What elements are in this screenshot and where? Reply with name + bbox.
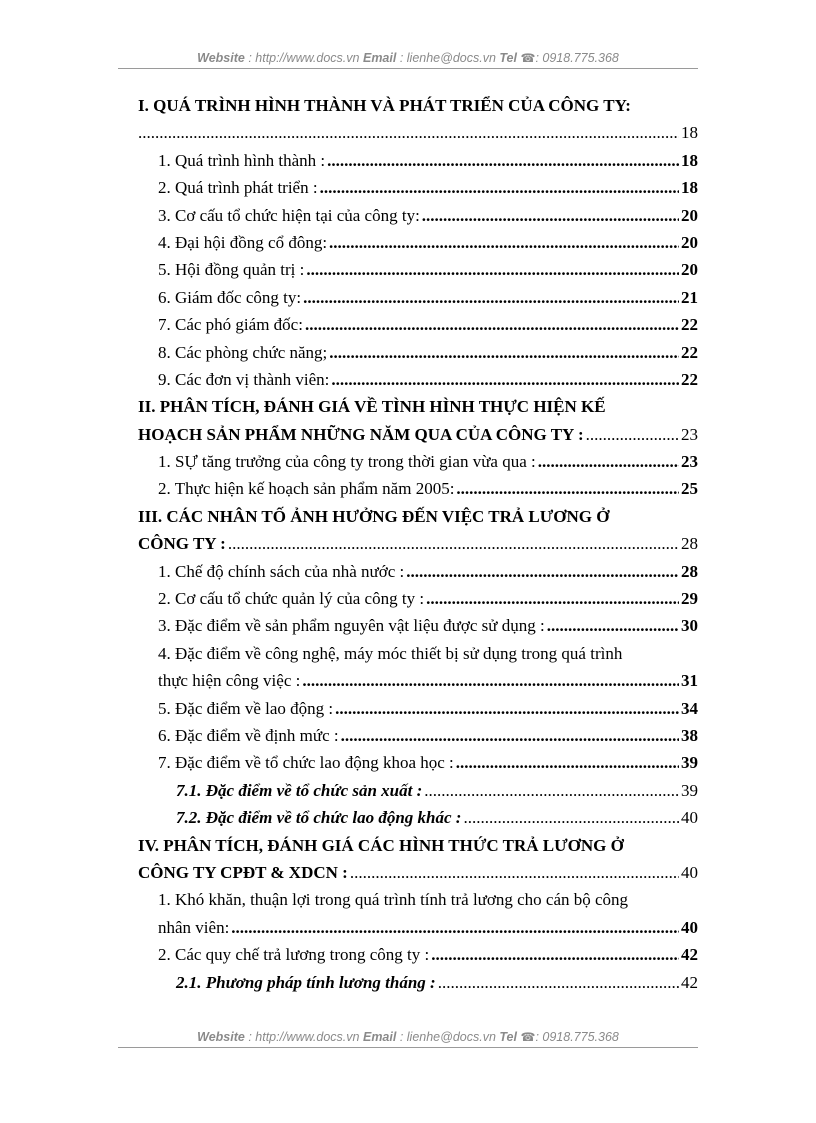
toc-item-3-1[interactable]: 1. Chế độ chính sách của nhà nước : ..... 28 <box>138 558 698 585</box>
header-tel-value: : 0918.775.368 <box>535 51 619 65</box>
toc-heading-4-continued[interactable]: CÔNG TY CPĐT & XDCN : ..... 40 <box>138 859 698 886</box>
toc-item-1-4[interactable]: 4. Đại hội đồng cổ đông: ..... 20 <box>138 229 698 256</box>
toc-item-3-7[interactable]: 7. Đặc điểm về tổ chức lao động khoa học : ..... 39 <box>138 749 698 776</box>
toc-item-1-5[interactable]: 5. Hội đồng quản trị : ..... 20 <box>138 256 698 283</box>
header-email-value[interactable]: : lienhe@docs.vn <box>399 51 496 65</box>
toc-item-1-6[interactable]: 6. Giám đốc công ty: ..... 21 <box>138 284 698 311</box>
toc-item-1-2[interactable]: 2. Quá trình phát triển : ..... 18 <box>138 174 698 201</box>
footer-tel-label: Tel <box>499 1030 517 1044</box>
toc-item-3-7-2[interactable]: 7.2. Đặc điểm về tổ chức lao động khác : ..... 40 <box>138 804 698 831</box>
toc-heading-3[interactable]: III. CÁC NHÂN TỐ ẢNH HƯỞNG ĐẾN VIỆC TRẢ LƯƠNG Ở <box>138 506 610 526</box>
header-website-url[interactable]: : http://www.docs.vn <box>248 51 360 65</box>
toc-heading-3-continued[interactable]: CÔNG TY : ..... 28 <box>138 530 698 557</box>
toc-heading-1-continued[interactable]: ..... 18 <box>138 119 698 146</box>
toc-item-3-4-continued[interactable]: thực hiện công việc : ..... 31 <box>138 667 698 694</box>
header-email-label: Email <box>362 51 397 65</box>
footer-website-url[interactable]: : http://www.docs.vn <box>248 1030 360 1044</box>
phone-icon: ☎ <box>520 51 536 65</box>
header-website-label: Website <box>197 51 245 65</box>
toc-item-3-6[interactable]: 6. Đặc điểm về định mức : ..... 38 <box>138 722 698 749</box>
toc-item-1-1[interactable]: 1. Quá trình hình thành : ..... 18 <box>138 147 698 174</box>
toc-item-2-2[interactable]: 2. Thực hiện kế hoạch sản phẩm năm 2005: ..... 25 <box>138 475 698 502</box>
footer-email-value[interactable]: : lienhe@docs.vn <box>399 1030 496 1044</box>
toc-heading-2[interactable]: II. PHÂN TÍCH, ĐÁNH GIÁ VỀ TÌNH HÌNH THỰC HIỆN KẾ <box>138 397 606 417</box>
toc-item-3-3[interactable]: 3. Đặc điểm về sản phẩm nguyên vật liệu được sử dụng : ..... 30 <box>138 612 698 639</box>
page-footer <box>118 1030 698 1048</box>
phone-icon: ☎ <box>520 1030 536 1044</box>
toc-item-3-4[interactable]: 4. Đặc điểm về công nghệ, máy móc thiết bị sử dụng trong quá trình <box>158 643 623 663</box>
header-tel-label: Tel <box>499 51 517 65</box>
footer-email-label: Email <box>362 1030 397 1044</box>
toc-heading-2-continued[interactable]: HOẠCH SẢN PHẨM NHỮNG NĂM QUA CỦA CÔNG TY : ..... 23 <box>138 421 698 448</box>
toc-item-3-7-1[interactable]: 7.1. Đặc điểm về tổ chức sản xuất : ..... 39 <box>138 777 698 804</box>
page-header <box>118 51 698 69</box>
toc-item-1-9[interactable]: 9. Các đơn vị thành viên: ..... 22 <box>138 366 698 393</box>
toc-item-4-2[interactable]: 2. Các quy chế trả lương trong công ty : ..... 42 <box>138 941 698 968</box>
toc-item-4-1-continued[interactable]: nhân viên: ..... 40 <box>138 914 698 941</box>
toc-item-1-7[interactable]: 7. Các phó giám đốc: ..... 22 <box>138 311 698 338</box>
table-of-contents <box>138 92 698 996</box>
toc-item-3-2[interactable]: 2. Cơ cấu tổ chức quản lý của công ty : ..... 29 <box>138 585 698 612</box>
toc-item-2-1[interactable]: 1. SỰ tăng trưởng của công ty trong thời gian vừa qua : ..... 23 <box>138 448 698 475</box>
footer-tel-value: : 0918.775.368 <box>535 1030 619 1044</box>
toc-item-4-2-1[interactable]: 2.1. Phương pháp tính lương tháng : ..... 42 <box>138 969 698 996</box>
toc-heading-4[interactable]: IV. PHÂN TÍCH, ĐÁNH GIÁ CÁC HÌNH THỨC TRẢ LƯƠNG Ở <box>138 835 624 855</box>
toc-item-3-5[interactable]: 5. Đặc điểm về lao động : ..... 34 <box>138 695 698 722</box>
toc-heading-1[interactable]: I. QUÁ TRÌNH HÌNH THÀNH VÀ PHÁT TRIỂN CỦA CÔNG TY: <box>138 96 631 115</box>
toc-item-1-3[interactable]: 3. Cơ cấu tổ chức hiện tại của công ty: ..... 20 <box>138 202 698 229</box>
toc-item-1-8[interactable]: 8. Các phòng chức năng; ..... 22 <box>138 339 698 366</box>
footer-website-label: Website <box>197 1030 245 1044</box>
toc-item-4-1[interactable]: 1. Khó khăn, thuận lợi trong quá trình tính trả lương cho cán bộ công <box>158 890 629 910</box>
